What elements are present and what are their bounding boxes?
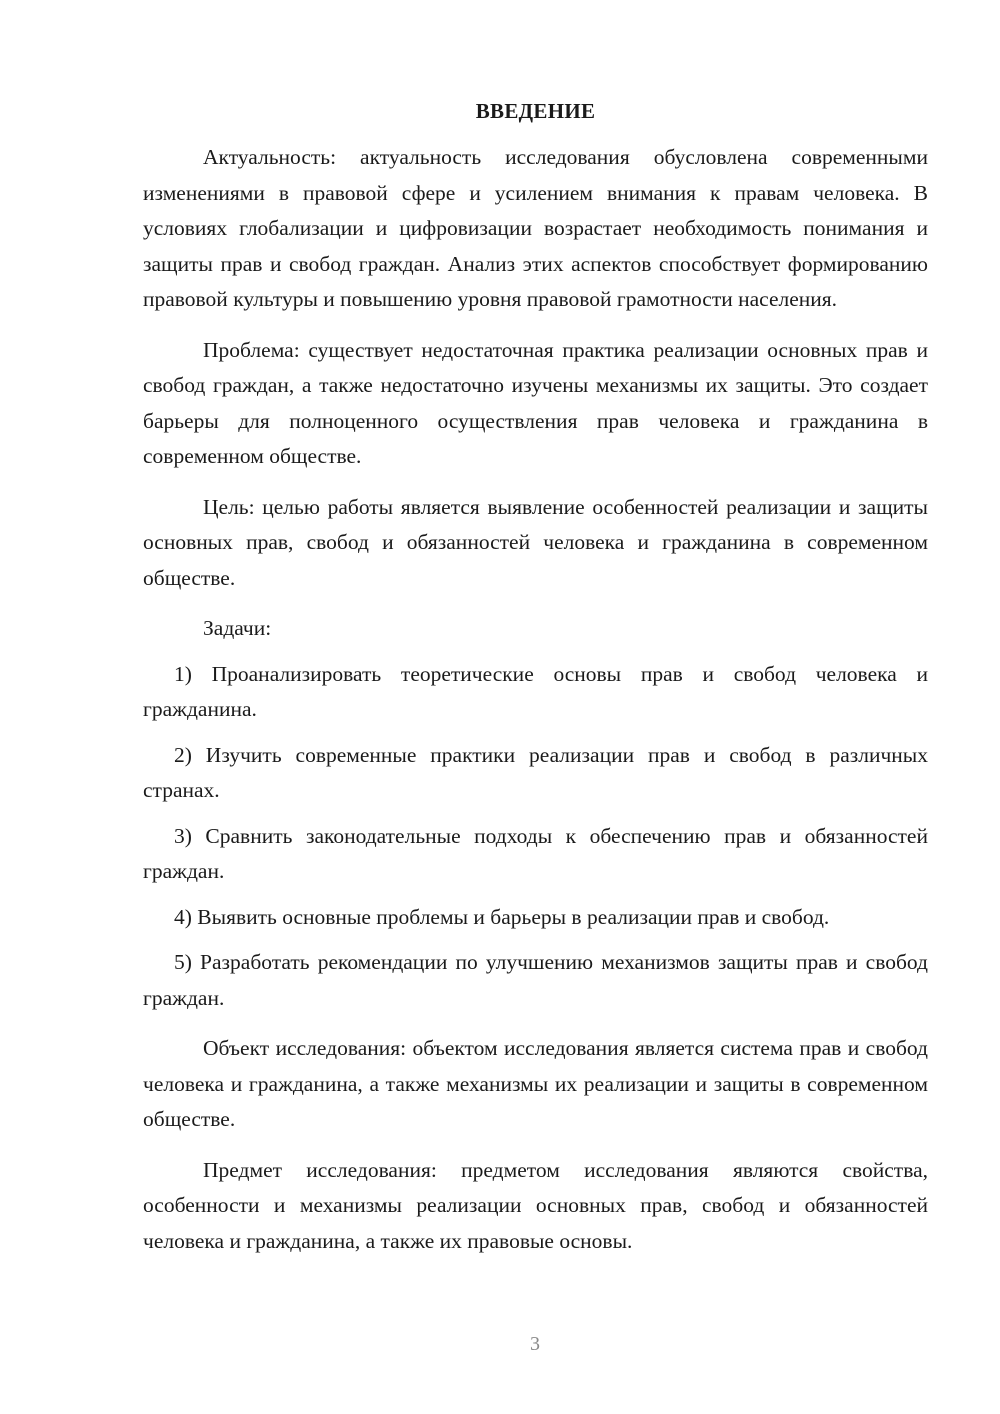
task-item: 3) Сравнить законодательные подходы к обеспечению прав и обязанностей граждан.: [143, 823, 928, 883]
relevance-paragraph: Актуальность: актуальность исследования обусловлена современными изменениями в правовой сфере и усилением внимания к правам человека. В условиях глобализации и цифровизации возрастает необходимость понимания и защиты прав и свобод граждан. Анализ этих аспектов способствует формированию правовой культуры и повышению уровня правовой грамотности населения.: [143, 145, 928, 311]
problem-paragraph: Проблема: существует недостаточная практика реализации основных прав и свобод граждан, а также недостаточно изучены механизмы их защиты. Это создает барьеры для полноценного осуществления прав человека и гражданина в современном обществе.: [143, 337, 928, 468]
object-paragraph: Объект исследования: объектом исследования является система прав и свобод человека и гражданина, а также механизмы их реализации и защиты в современном обществе.: [143, 1036, 928, 1131]
page-number: 3: [530, 1333, 540, 1355]
document-page: [143, 96, 928, 1274]
task-item: 2) Изучить современные практики реализации прав и свобод в различных странах.: [143, 742, 928, 802]
subject-paragraph: Предмет исследования: предметом исследования являются свойства, особенности и механизмы реализации основных прав, свобод и обязанностей человека и гражданина, а также их правовые основы.: [143, 1157, 928, 1253]
task-item: 4) Выявить основные проблемы и барьеры в реализации прав и свобод.: [174, 904, 830, 929]
goal-paragraph: Цель: целью работы является выявление особенностей реализации и защиты основных прав, свобод и обязанностей человека и гражданина в современном обществе.: [143, 494, 928, 590]
tasks-label: Задачи:: [203, 616, 272, 640]
task-item: 1) Проанализировать теоретические основы прав и свобод человека и гражданина.: [143, 661, 928, 721]
task-item: 5) Разработать рекомендации по улучшению механизмов защиты прав и свобод граждан.: [143, 950, 928, 1010]
section-heading: ВВЕДЕНИЕ: [475, 99, 596, 123]
